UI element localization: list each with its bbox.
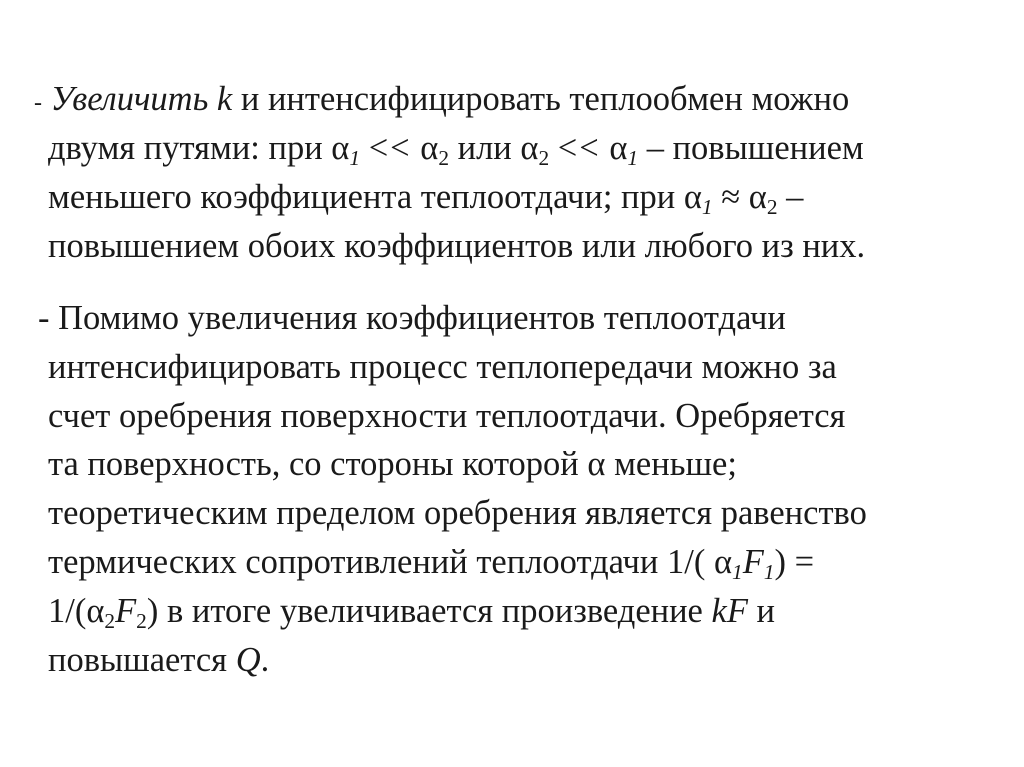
paragraph-2-line-3: счет оребрения поверхности теплоотдачи. Оребряется xyxy=(48,397,846,435)
paragraph-2-line-5: теоретическим пределом оребрения является равенство xyxy=(48,494,867,532)
paragraph-1-line-2: двумя путями: при $\alpha_1 << \alpha_2$ или $\alpha_2 << \alpha_1$ – повышением xyxy=(48,129,864,170)
paragraph-1-line-4: повышением обоих коэффициентов или любого из них. xyxy=(48,227,866,265)
paragraph-2-line-2: интенсифицировать процесс теплопередачи можно за xyxy=(48,348,837,386)
paragraph-2-line-1: - Помимо увеличения коэффициентов теплоотдачи xyxy=(38,299,786,337)
paragraph-2-line-4: та поверхность, со стороны которой α меньше; xyxy=(48,445,737,483)
paragraph-1-line-1: - Увеличить k и интенсифицировать теплообмен можно xyxy=(34,80,850,118)
paragraph-1-line-3: меньшего коэффициента теплоотдачи; при $\alpha_1 \approx \alpha_2$ – xyxy=(48,178,804,219)
paragraph-2-line-6: термических сопротивлений теплоотдачи 1/( $\alpha_1F_1$) = xyxy=(48,543,815,584)
paragraph-2-line-8: повышается Q. xyxy=(48,641,270,679)
paragraph-2-line-7: $1/(\alpha_2F_2)$ в итоге увеличивается произведение kF и xyxy=(48,592,775,633)
bullet-dash: - xyxy=(34,90,42,116)
